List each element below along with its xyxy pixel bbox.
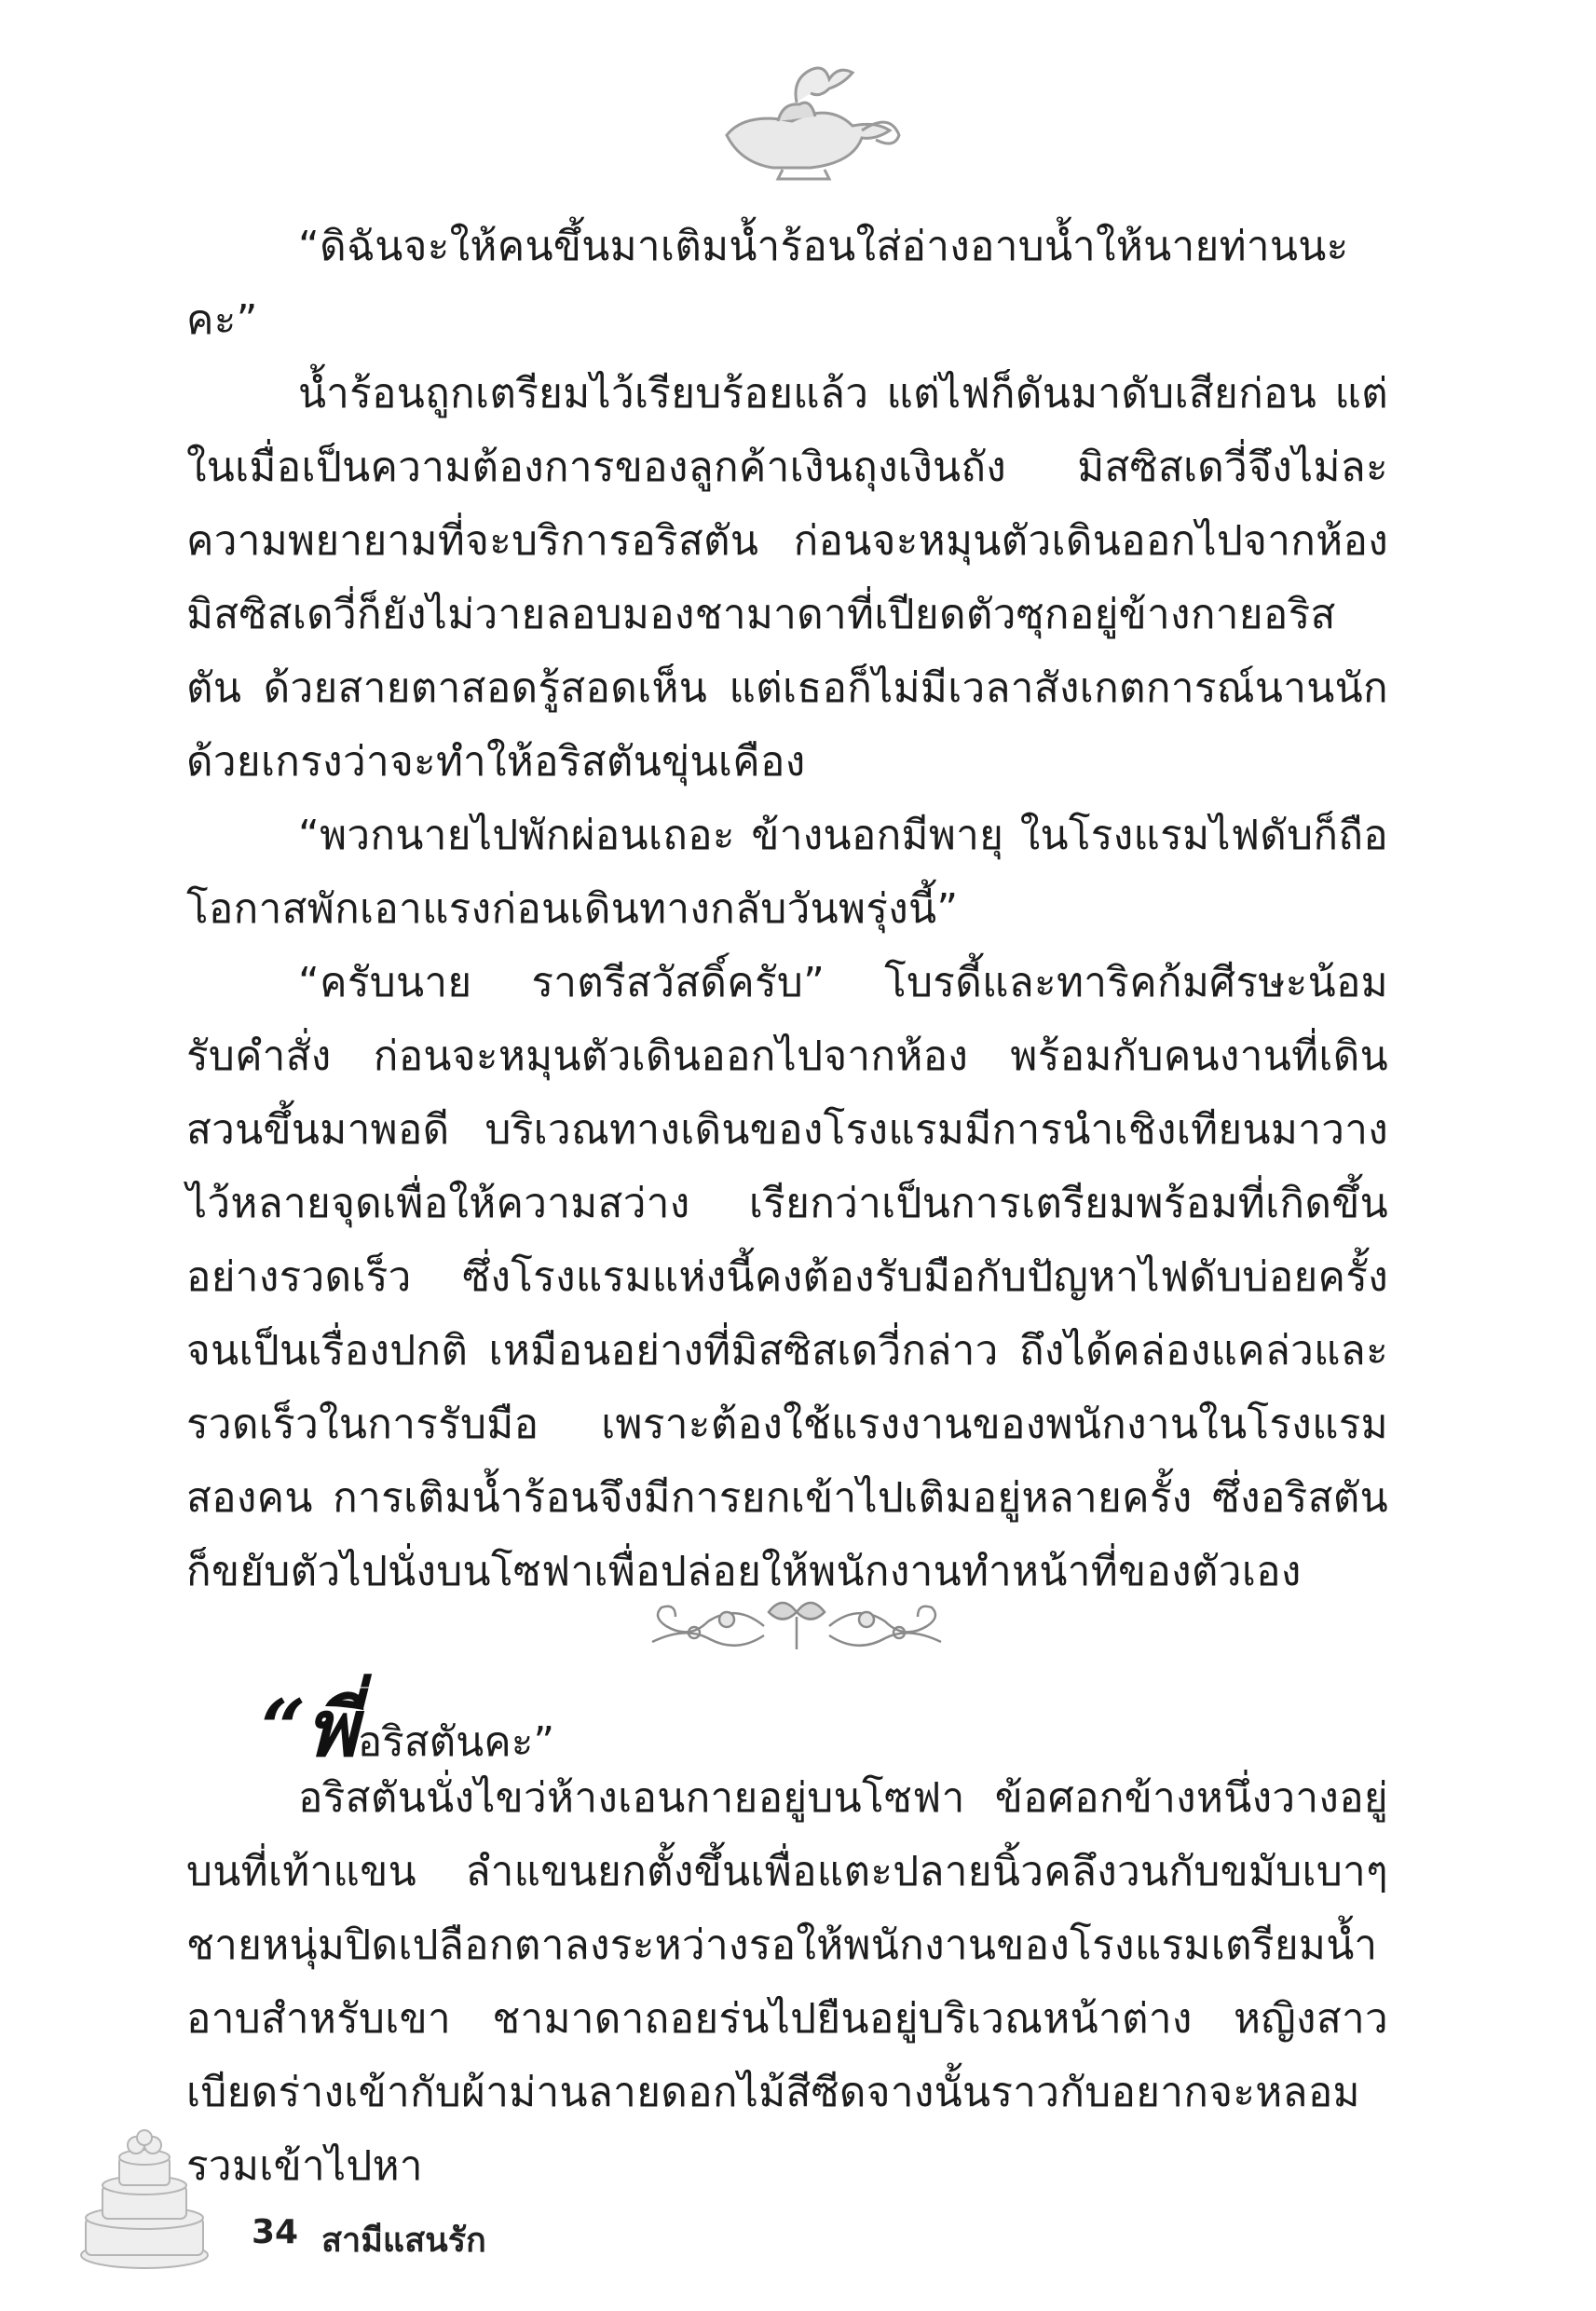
ornamental-divider-icon (624, 1584, 969, 1668)
book-title: สามีแสนรัก (321, 2222, 486, 2260)
drop-cap-continuation: อริสตันคะ” (357, 1718, 555, 1766)
paragraph: น้ำร้อนถูกเตรียมไว้เรียบร้อยแล้ว แต่ไฟก็ดันมาดับเสียก่อน แต่ในเมื่อเป็นความต้องการของลูกค้าเงินถุงเงินถัง มิสซิสเดวี่จึงไม่ละความพยายามที่จะบริการอริสตัน ก่อนจะหมุนตัวเดินออกไปจากห้อง มิสซิสเดวี่ก็ยังไม่วายลอบมองชามาดาที่เปียดตัวซุกอยู่ข้างกายอริสตัน ด้วยสายตาสอดรู้สอดเห็น แต่เธอก็ไม่มีเวลาสังเกตการณ์นานนัก ด้วยเกรงว่าจะทำให้อริสตันขุ่นเคือง (186, 370, 1388, 786)
section-1 (186, 210, 1388, 1608)
page-number: 34 (252, 2213, 299, 2251)
drop-cap: “พี่ (261, 1682, 358, 1774)
paragraph: อริสตันนั่งไขว่ห้างเอนกายอยู่บนโซฟา ข้อศอกข้างหนึ่งวางอยู่บนที่เท้าแขน ลำแขนยกตั้งขึ้นเพื่อแตะปลายนิ้วคลึงวนกับขมับเบาๆ ชายหนุ่มปิดเปลือกตาลงระหว่างรอให้พนักงานของโรงแรมเตรียมน้ำอาบสำหรับเขา ชามาดาถอยร่นไปยืนอยู่บริเวณหน้าต่าง หญิงสาวเบียดร่างเข้ากับผ้าม่านลายดอกไม้สีซีดจางนั้นราวกับอยากจะหลอมรวมเข้าไปหา (186, 1774, 1388, 2190)
wedding-cake-icon (75, 2125, 214, 2274)
paragraph: “ดิฉันจะให้คนขึ้นมาเติมน้ำร้อนใส่อ่างอาบน้ำให้นายท่านนะคะ” (186, 223, 1349, 344)
paragraph: “พวกนายไปพักผ่อนเถอะ ข้างนอกมีพายุ ในโรงแรมไฟดับก็ถือโอกาสพักเอาแรงก่อนเดินทางกลับวันพรุ่งนี้” (186, 812, 1388, 933)
page-footer (75, 2125, 634, 2274)
paragraph: “ครับนาย ราตรีสวัสดิ์ครับ” โบรดี้และทาริคก้มศีรษะน้อมรับคำสั่ง ก่อนจะหมุนตัวเดินออกไปจากห้อง พร้อมกับคนงานที่เดินสวนขึ้นมาพอดี บริเวณทางเดินของโรงแรมมีการนำเชิงเทียนมาวางไว้หลายจุดเพื่อให้ความสว่าง เรียกว่าเป็นการเตรียมพร้อมที่เกิดขึ้นอย่างรวดเร็ว ซึ่งโรงแรมแห่งนี้คงต้องรับมือกับปัญหาไฟดับบ่อยครั้งจนเป็นเรื่องปกติ เหมือนอย่างที่มิสซิสเดวี่กล่าว ถึงได้คล่องแคล่วและรวดเร็วในการรับมือ เพราะต้องใช้แรงงานของพนักงานในโรงแรมสองคน การเติมน้ำร้อนจึงมีการยกเข้าไปเติมอยู่หลายครั้ง ซึ่งอริสตันก็ขยับตัวไปนั่งบนโซฟาเพื่อปล่อยให้พนักงานทำหน้าที่ของตัวเอง (186, 959, 1388, 1595)
genie-lamp-icon (689, 47, 913, 186)
